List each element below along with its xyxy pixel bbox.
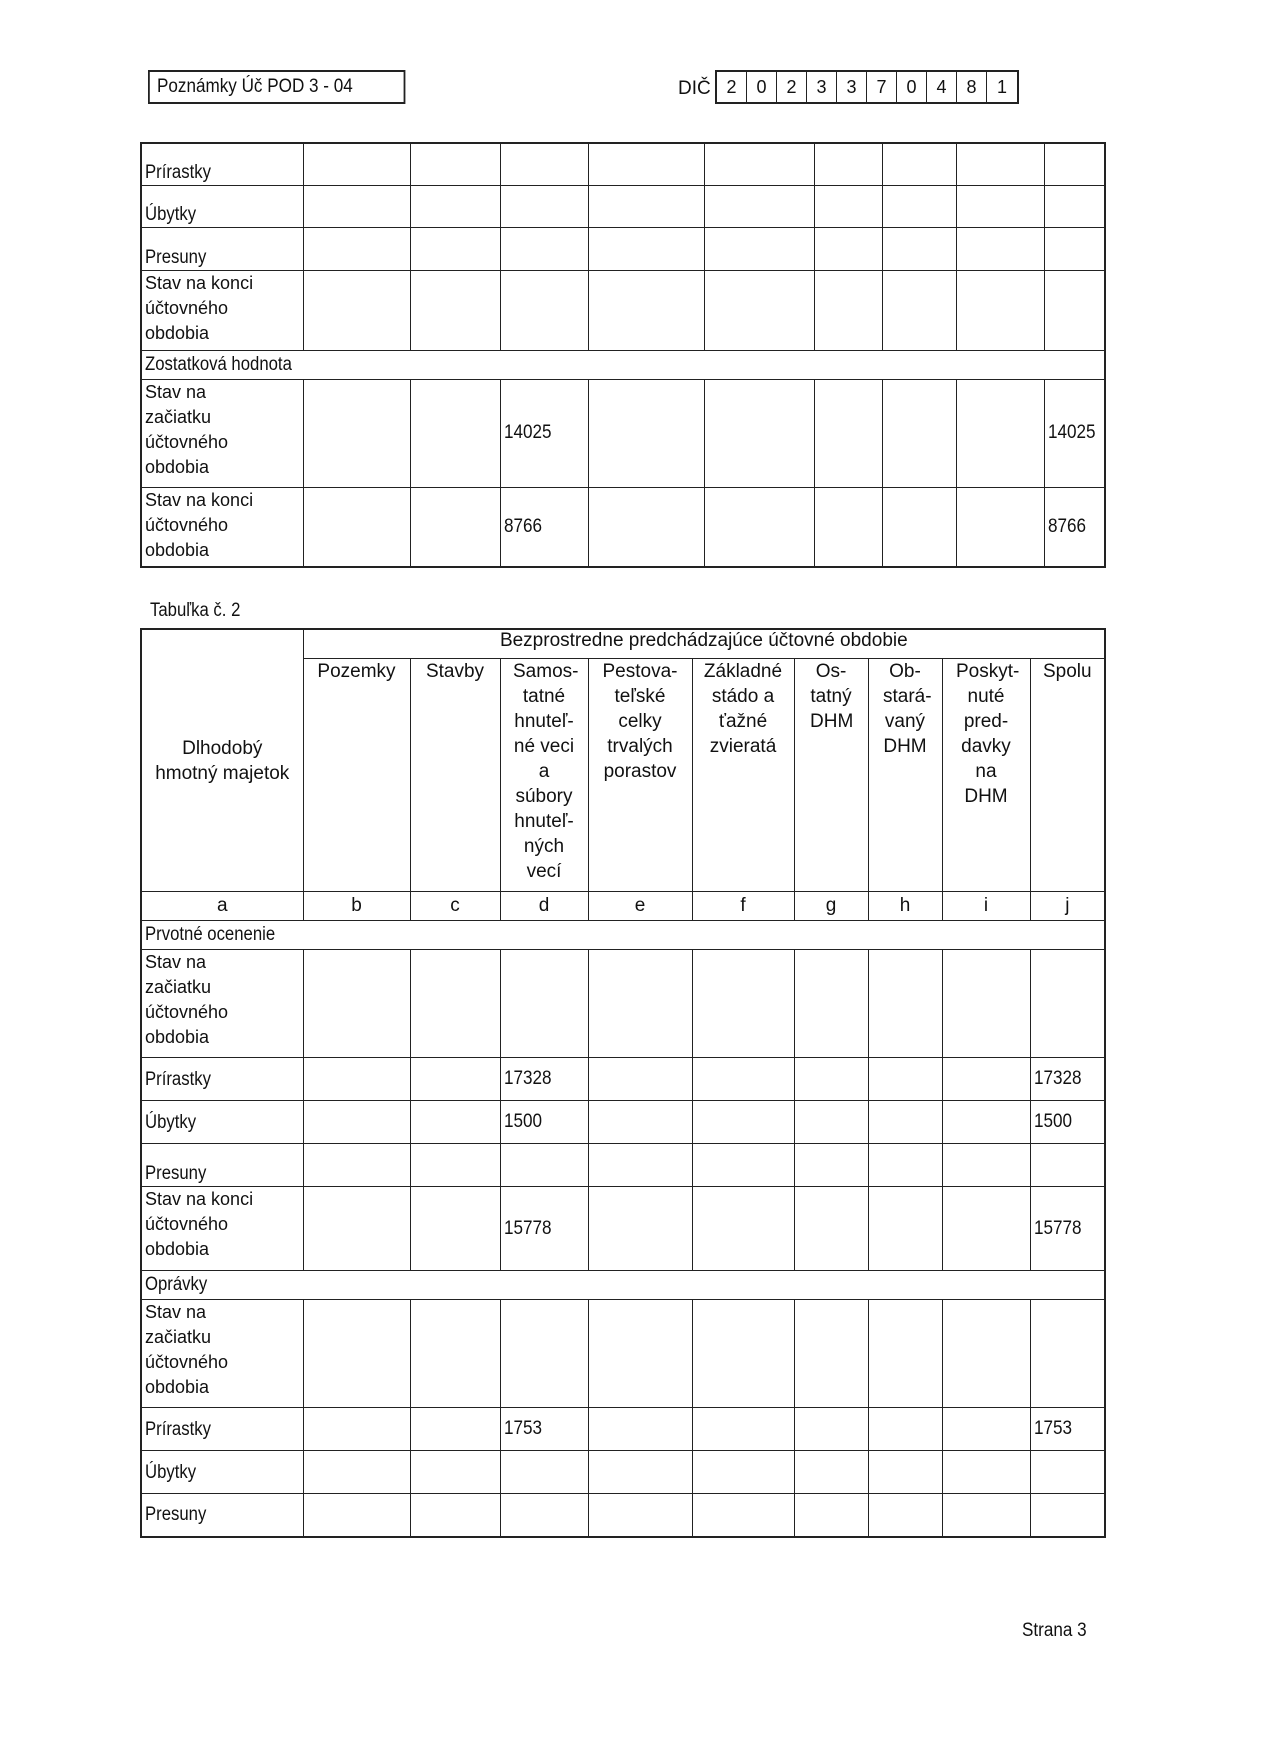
col-letter: i bbox=[942, 892, 1030, 921]
value-cell: 8766 bbox=[503, 515, 542, 537]
table-row bbox=[141, 1408, 1105, 1451]
col-letter: f bbox=[692, 892, 794, 921]
value-cell: 8766 bbox=[1047, 515, 1086, 537]
col-letter: a bbox=[141, 892, 303, 921]
dic-digit: 3 bbox=[837, 72, 867, 102]
table-row bbox=[141, 921, 1105, 950]
col-letter: e bbox=[588, 892, 692, 921]
row-label-prirastky-2: Prírastky bbox=[145, 1418, 211, 1440]
value-cell: 1500 bbox=[503, 1111, 542, 1132]
row-label-prirastky: Prírastky bbox=[145, 161, 211, 183]
col-header-c: Stavby bbox=[410, 659, 500, 892]
dic-digit: 0 bbox=[897, 72, 927, 102]
col-header-d: Samos-tatné hnuteľ-né veci a súbory hnuteľ-ných vecí bbox=[500, 659, 588, 892]
col-letter: j bbox=[1030, 892, 1105, 921]
value-cell: 1753 bbox=[1033, 1418, 1072, 1439]
value-cell: 17328 bbox=[1033, 1068, 1082, 1089]
row-label-stav-zaciatku: Stav na začiatku účtovného obdobia bbox=[145, 381, 229, 477]
table-row bbox=[141, 892, 1105, 921]
row-label-stav-konci: Stav na konci účtovného obdobia bbox=[145, 1189, 254, 1259]
table-row bbox=[141, 350, 1105, 379]
dic-digit: 0 bbox=[747, 72, 777, 102]
col-header-a: Dlhodobý hmotný majetok bbox=[141, 629, 303, 892]
col-letter: g bbox=[794, 892, 868, 921]
table-row bbox=[141, 1451, 1105, 1494]
col-letter: h bbox=[868, 892, 942, 921]
dic-digit: 3 bbox=[807, 72, 837, 102]
form-label: Poznámky Úč POD 3 - 04 bbox=[148, 70, 405, 104]
section-label-zostatkova: Zostatková hodnota bbox=[145, 353, 292, 375]
col-header-g: Os-tatný DHM bbox=[794, 659, 868, 892]
table-row bbox=[141, 1101, 1105, 1144]
dic-digit: 4 bbox=[927, 72, 957, 102]
dic-digit: 2 bbox=[717, 72, 747, 102]
value-cell: 1753 bbox=[503, 1418, 542, 1439]
col-header-f: Základné stádo a ťažné zvieratá bbox=[692, 659, 794, 892]
table-caption: Tabuľka č. 2 bbox=[150, 600, 241, 621]
value-cell: 1500 bbox=[1033, 1111, 1072, 1132]
section-label-opravky: Oprávky bbox=[145, 1274, 208, 1295]
row-label-ubytky-2: Úbytky bbox=[145, 1461, 197, 1483]
row-label-presuny: Presuny bbox=[145, 246, 207, 268]
row-label-ubytky: Úbytky bbox=[145, 1111, 197, 1133]
table-row bbox=[141, 1187, 1105, 1271]
period-header: Bezprostredne predchádzajúce účtovné obdobie bbox=[303, 629, 1105, 659]
value-cell: 17328 bbox=[503, 1068, 552, 1089]
col-header-b: Pozemky bbox=[303, 659, 410, 892]
table-row bbox=[141, 379, 1105, 487]
dic-digit: 7 bbox=[867, 72, 897, 102]
row-label-presuny: Presuny bbox=[145, 1163, 207, 1184]
col-header-h: Ob-stará-vaný DHM bbox=[868, 659, 942, 892]
table-2 bbox=[140, 628, 1106, 1538]
dic-digit: 1 bbox=[996, 77, 1007, 97]
table-row bbox=[141, 1144, 1105, 1187]
dic-digit: 2 bbox=[777, 72, 807, 102]
table-row bbox=[141, 629, 1105, 659]
row-label-presuny-2: Presuny bbox=[145, 1504, 207, 1526]
col-header-i: Poskyt-nuté pred-davky na DHM bbox=[942, 659, 1030, 892]
table-row bbox=[141, 270, 1105, 350]
value-cell: 15778 bbox=[1033, 1217, 1082, 1239]
col-letter: d bbox=[500, 892, 588, 921]
dic-digit: 8 bbox=[957, 72, 987, 102]
table-row bbox=[141, 1494, 1105, 1537]
row-label-stav-zaciatku-2: Stav na začiatku účtovného obdobia bbox=[145, 1302, 229, 1397]
row-label-stav-zaciatku: Stav na začiatku účtovného obdobia bbox=[145, 952, 229, 1047]
value-cell: 14025 bbox=[1047, 422, 1096, 443]
table-row bbox=[141, 950, 1105, 1058]
table-row bbox=[141, 1300, 1105, 1408]
table-row bbox=[141, 185, 1105, 227]
table-row bbox=[141, 227, 1105, 270]
page-number: Strana 3 bbox=[1022, 1620, 1087, 1641]
value-cell: 14025 bbox=[503, 422, 552, 443]
col-letter: b bbox=[303, 892, 410, 921]
table-1 bbox=[140, 142, 1106, 568]
table-row bbox=[141, 487, 1105, 567]
row-label-ubytky: Úbytky bbox=[145, 203, 197, 225]
row-label-stav-konci-2: Stav na konci účtovného obdobia bbox=[145, 489, 254, 560]
value-cell: 15778 bbox=[503, 1217, 552, 1239]
col-header-j: Spolu bbox=[1030, 659, 1105, 892]
col-letter: c bbox=[410, 892, 500, 921]
dic-boxes bbox=[715, 70, 1019, 104]
table-row bbox=[141, 143, 1105, 185]
section-label-prvotne: Prvotné ocenenie bbox=[145, 924, 276, 945]
table-row bbox=[141, 1058, 1105, 1101]
dic-label: DIČ bbox=[678, 78, 711, 99]
table-row bbox=[141, 1271, 1105, 1300]
col-header-e: Pestova-teľské celky trvalých porastov bbox=[588, 659, 692, 892]
row-label-prirastky: Prírastky bbox=[145, 1068, 211, 1090]
row-label-stav-konci: Stav na konci účtovného obdobia bbox=[145, 272, 254, 343]
